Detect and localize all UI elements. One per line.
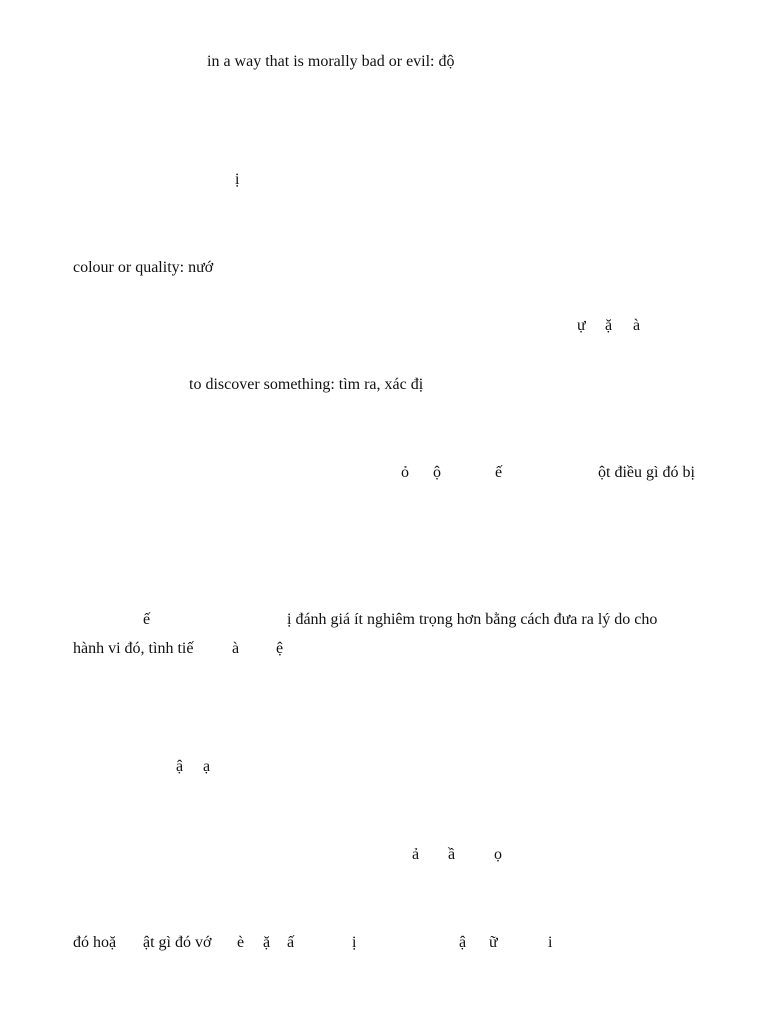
text-fragment-9a: ậ xyxy=(176,758,184,775)
text-fragment-7a: ế xyxy=(143,611,151,628)
text-fragment-10c: ọ xyxy=(494,846,502,863)
text-fragment-6b: ộ xyxy=(433,464,441,481)
text-fragment-11a: đó hoặ xyxy=(73,934,117,951)
text-fragment-11b: ật gì đó vớ xyxy=(143,934,212,951)
text-line-3: colour or quality: nướ xyxy=(73,259,214,276)
text-fragment-11f: ị xyxy=(352,934,357,951)
text-fragment-11g: ậ xyxy=(459,934,467,951)
text-fragment-11h: ữ xyxy=(489,934,498,951)
text-fragment-11d: ặ xyxy=(263,934,271,951)
text-fragment-8c: ệ xyxy=(276,640,284,657)
text-line-1: in a way that is morally bad or evil: độ xyxy=(207,53,455,70)
text-fragment-10a: ả xyxy=(412,846,420,863)
text-fragment-4b: ặ xyxy=(605,317,613,334)
text-fragment-4a: ự xyxy=(577,317,586,334)
text-fragment-2: ị xyxy=(235,171,240,188)
text-fragment-9b: ạ xyxy=(203,758,211,775)
text-fragment-8a: hành vi đó, tình tiế xyxy=(73,640,194,657)
text-fragment-11i: i xyxy=(548,934,553,951)
text-line-5: to discover something: tìm ra, xác đị xyxy=(189,376,424,393)
text-fragment-6d: ột điều gì đó bị xyxy=(598,464,695,481)
text-fragment-8b: à xyxy=(232,640,240,657)
text-fragment-7b: ị đánh giá ít nghiêm trọng hơn bằng cách đưa ra lý do cho xyxy=(287,611,658,628)
text-fragment-4c: à xyxy=(633,317,641,334)
text-fragment-11c: è xyxy=(237,934,245,951)
text-fragment-6a: ỏ xyxy=(401,464,409,481)
text-fragment-6c: ế xyxy=(495,464,503,481)
text-fragment-11e: ấ xyxy=(287,934,295,951)
text-fragment-10b: ầ xyxy=(448,846,456,863)
